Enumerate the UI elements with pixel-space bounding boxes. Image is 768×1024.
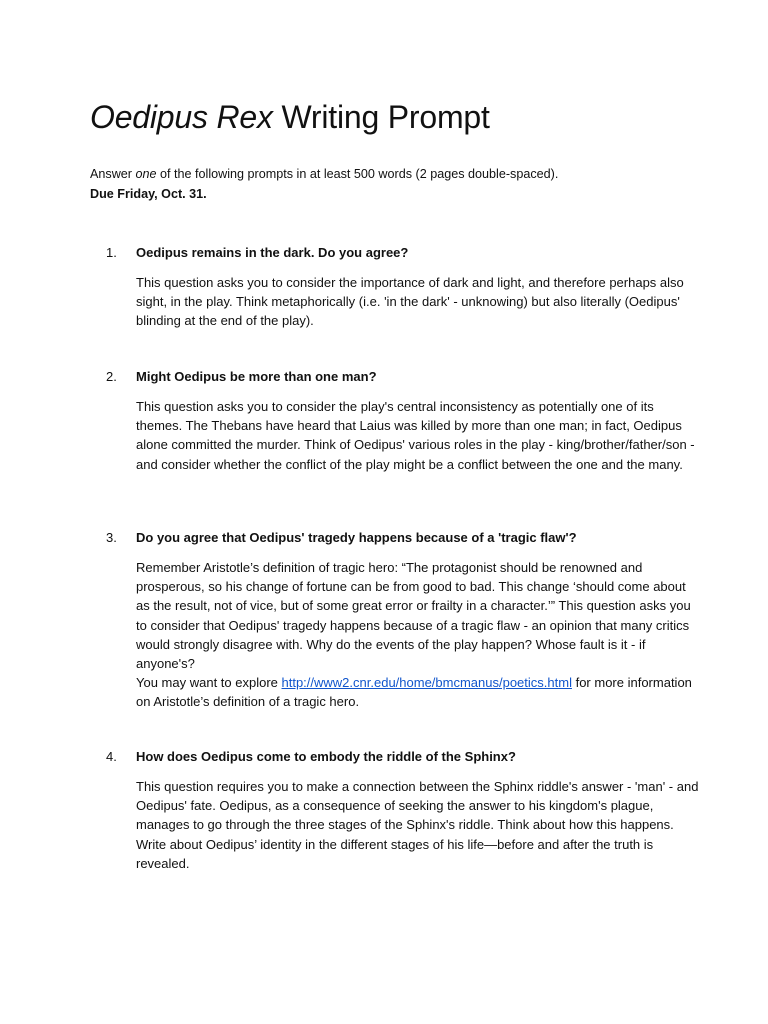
prompt-question: Do you agree that Oedipus' tragedy happens because of a 'tragic flaw'? xyxy=(136,530,577,545)
prompt-number: 4. xyxy=(106,749,117,764)
title-italic: Oedipus Rex xyxy=(90,99,273,135)
prompt-number: 3. xyxy=(106,530,117,545)
prompt-body xyxy=(136,558,701,712)
prompt-body xyxy=(136,273,701,331)
prompt-body xyxy=(136,397,701,474)
prompt-number: 2. xyxy=(106,369,117,384)
prompt-number: 1. xyxy=(106,245,117,260)
page-title xyxy=(90,95,490,139)
prompt-body-text: This question asks you to consider the importance of dark and light, and therefore perhaps also sight, in the play. Think metaphorically (i.e. 'in the dark' - unknowing) but also literally (Oedipus' blinding at the end of the play). xyxy=(136,275,684,329)
due-date: Due Friday, Oct. 31. xyxy=(90,186,207,201)
intro-emphasis: one xyxy=(135,167,157,181)
prompt-explore-line xyxy=(136,673,701,711)
title-rest: Writing Prompt xyxy=(272,99,490,135)
prompt-body-text: This question requires you to make a connection between the Sphinx riddle's answer - 'man' - and Oedipus' fate. Oedipus, as a consequence of seeking the answer to his kingdom's plague, manages to go through the three stages of the Sphinx's riddle. Think about how this happens. Write about Oedipus’ identity in the different stages of his life—before and after the truth is revealed. xyxy=(136,779,699,871)
intro-part2: of the following prompts in at least 500 words (2 pages double-spaced). xyxy=(156,167,559,181)
prompt-question: Oedipus remains in the dark. Do you agree? xyxy=(136,245,409,260)
intro-part1: Answer xyxy=(90,167,136,181)
prompt-question: Might Oedipus be more than one man? xyxy=(136,369,377,384)
explore-after: for more information on Aristotle’s definition of a tragic hero. xyxy=(136,675,692,710)
prompt-body-text: This question asks you to consider the play's central inconsistency as potentially one of its themes. The Thebans have heard that Laius was killed by more than one man; in fact, Oedipus alone committed the murder. Think of Oedipus' various roles in the play - king/brother/father/son - and consider whether the conflict of the play might be a conflict between the one and the many. xyxy=(136,399,695,472)
prompt-body-text: Remember Aristotle’s definition of tragic hero: “The protagonist should be renowned and prosperous, so his change of fortune can be from good to bad. This change ‘should come about as the result, not of vice, but of some great error or frailty in a character.’” This question asks you to consider that Oedipus' tragedy happens because of a tragic flaw - an opinion that many critics would strongly disagree with. Why do the events of the play happen? Whose fault is it - if anyone's? xyxy=(136,560,691,672)
intro-block xyxy=(90,165,710,204)
poetics-link[interactable]: http://www2.cnr.edu/home/bmcmanus/poetics.html xyxy=(281,675,572,691)
intro-instructions xyxy=(90,165,710,185)
prompt-body xyxy=(136,777,701,873)
prompt-question: How does Oedipus come to embody the riddle of the Sphinx? xyxy=(136,749,516,764)
explore-before: You may want to explore xyxy=(136,675,282,691)
